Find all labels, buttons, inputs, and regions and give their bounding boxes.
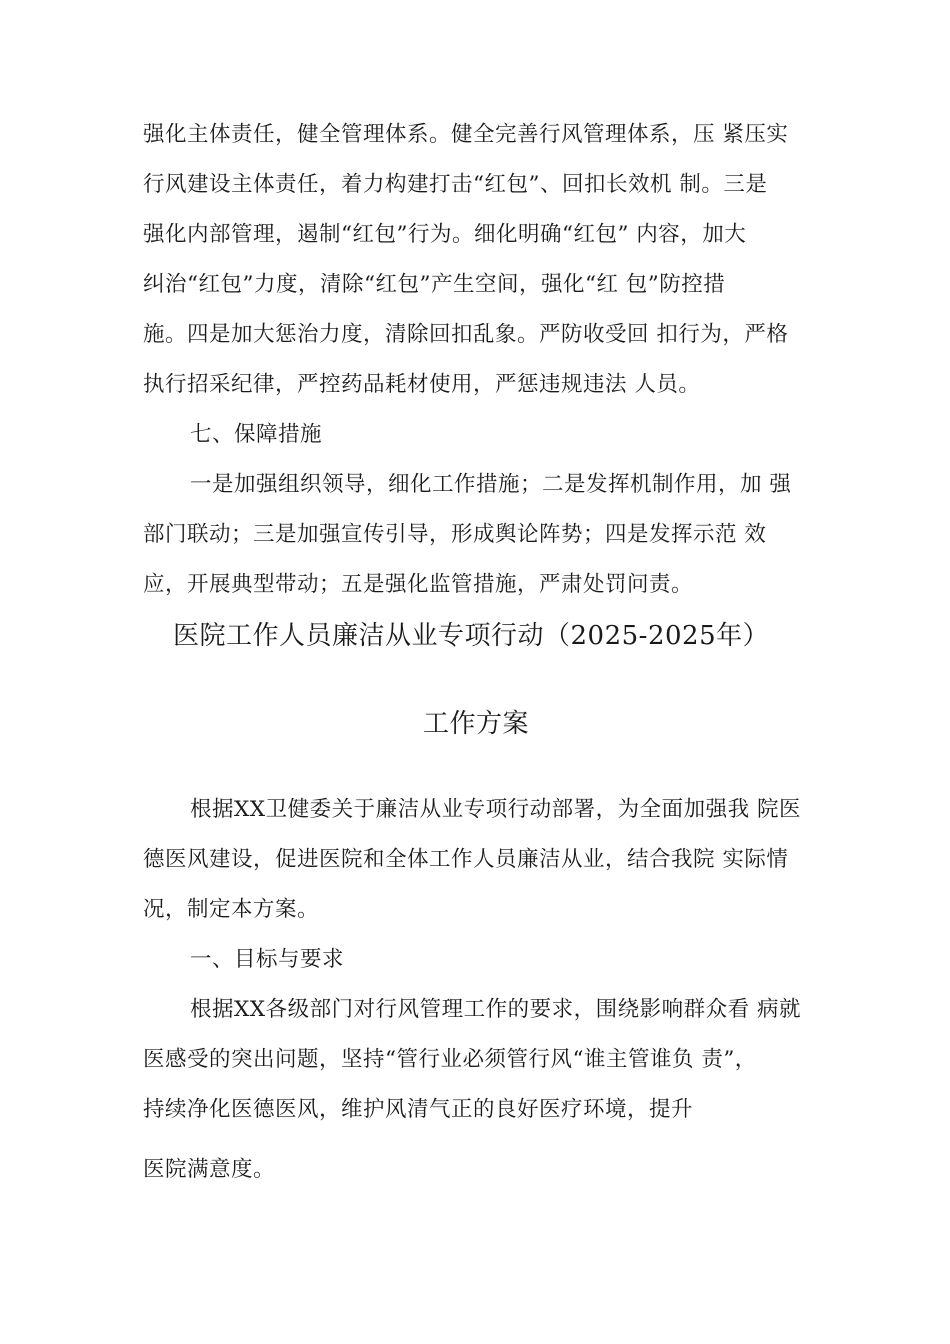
paragraph-line: 部门联动；三是加强宣传引导，形成舆论阵势；四是发挥示范 效 <box>143 522 767 547</box>
document-subtitle: 工作方案 <box>423 709 530 739</box>
paragraph-line: 根据XX卫健委关于廉洁从业专项行动部署，为全面加强我 院医 <box>190 797 801 822</box>
paragraph-line: 强化内部管理，遏制“红包”行为。细化明确“红包” 内容，加大 <box>143 222 747 247</box>
paragraph-line: 持续净化医德医风，维护风清气正的良好医疗环境，提升 <box>143 1097 694 1122</box>
section-heading-one: 一、目标与要求 <box>190 947 345 972</box>
paragraph-line: 德医风建设，促进医院和全体工作人员廉洁从业，结合我院 实际情 <box>143 847 789 872</box>
paragraph-line: 强化主体责任，健全管理体系。健全完善行风管理体系，压 紧压实 <box>143 122 789 147</box>
paragraph-line: 应，开展典型带动；五是强化监管措施，严肃处罚问责。 <box>143 572 694 597</box>
paragraph-line: 医感受的突出问题，坚持“管行业必须管行风“谁主管谁负 责”， <box>143 1047 757 1072</box>
paragraph-line: 况，制定本方案。 <box>143 897 320 922</box>
paragraph-line: 一是加强组织领导，细化工作措施；二是发挥机制作用，加 强 <box>190 472 792 497</box>
paragraph-line: 行风建设主体责任，着力构建打击“红包”、回扣长效机 制。三是 <box>143 172 768 197</box>
document-title: 医院工作人员廉洁从业专项行动（2025-2025年） <box>173 621 770 651</box>
paragraph-line: 施。四是加大惩治力度，清除回扣乱象。严防收受回 扣行为，严格 <box>143 322 789 347</box>
paragraph-line: 根据XX各级部门对行风管理工作的要求，围绕影响群众看 病就 <box>190 997 801 1022</box>
paragraph-line: 纠治“红包”力度，清除“红包”产生空间，强化“红 包”防控措 <box>143 272 726 297</box>
paragraph-line: 执行招采纪律，严控药品耗材使用，严惩违规违法 人员。 <box>143 372 701 397</box>
paragraph-line: 医院满意度。 <box>143 1157 276 1182</box>
section-heading-seven: 七、保障措施 <box>190 422 323 447</box>
